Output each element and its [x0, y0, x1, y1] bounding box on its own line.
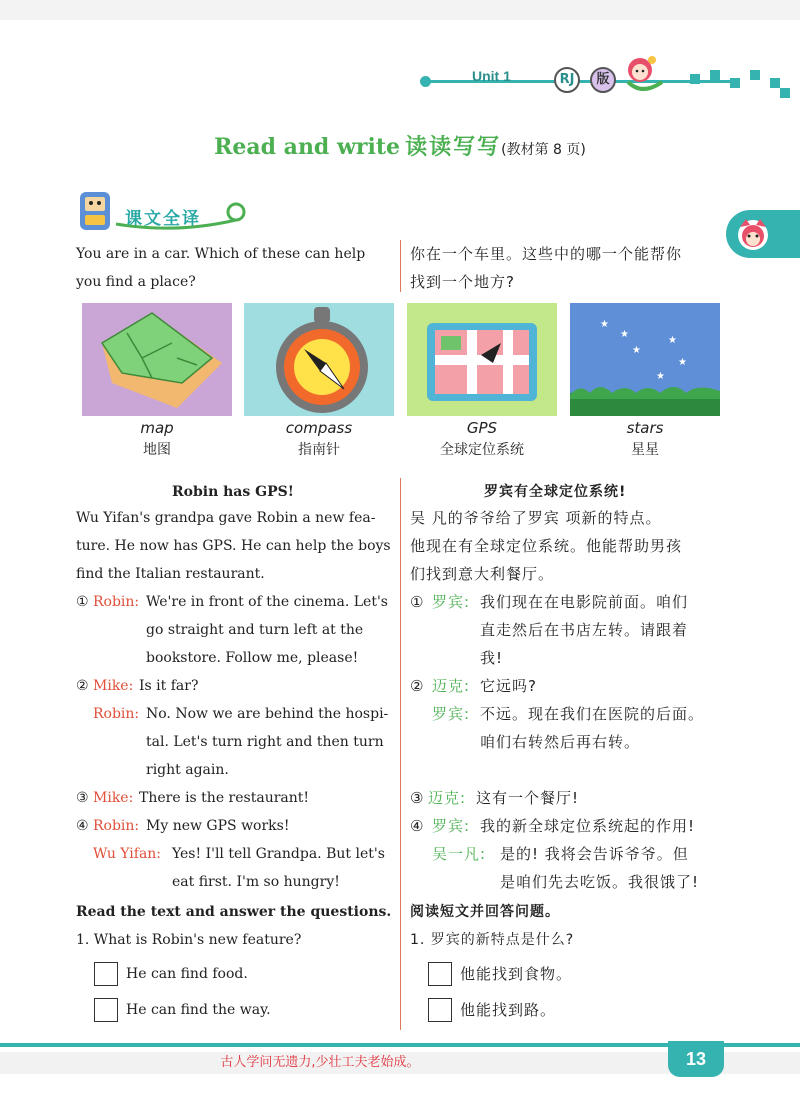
speaker-label: Robin:: [93, 594, 140, 610]
dialog-line: 直走然后在书店左转。请跟着: [480, 621, 689, 639]
intro-en-line: You are in a car. Which of these can help: [76, 246, 366, 262]
dialog-number: ②: [76, 678, 89, 694]
story-title-zh: 罗宾有全球定位系统!: [484, 484, 627, 500]
dialog-line: Is it far?: [139, 678, 199, 694]
dialog-line: 这有一个餐厅!: [476, 789, 580, 807]
dialog-line: We're in front of the cinema. Let's: [146, 594, 388, 610]
dialog-line: go straight and turn left at the: [146, 622, 364, 638]
answer-checkbox[interactable]: [94, 998, 118, 1022]
option-en: He can find food.: [126, 966, 248, 982]
dialog-number: ④: [76, 818, 89, 834]
map-picture: [82, 303, 232, 416]
badge-ban: 版: [590, 67, 616, 93]
checker-square: [730, 78, 740, 88]
checker-square: [750, 70, 760, 80]
column-divider: [400, 478, 401, 1030]
stars-picture: [570, 303, 720, 416]
option-en: He can find the way.: [126, 1002, 271, 1018]
badge-rj: RJ: [554, 67, 580, 93]
story-title-en: Robin has GPS!: [172, 484, 294, 500]
speaker-label: Wu Yifan:: [93, 846, 162, 862]
column-divider: [400, 240, 401, 292]
dialog-line: 它远吗?: [480, 677, 537, 695]
compass-caption-en: compass: [285, 419, 353, 437]
dialog-line: 不远。现在我们在医院的后面。: [480, 705, 705, 723]
dialog-line: My new GPS works!: [146, 818, 290, 834]
speaker-label: Robin:: [93, 706, 140, 722]
speaker-label: Robin:: [93, 818, 140, 834]
intro-zh-line: 找到一个地方?: [410, 273, 515, 291]
dialog-line: No. Now we are behind the hospi-: [146, 706, 389, 722]
svg-text:★: ★: [600, 319, 609, 330]
speaker-label: 吴一凡:: [432, 845, 487, 863]
page-number: 13: [668, 1041, 724, 1077]
checker-square: [770, 78, 780, 88]
svg-text:★: ★: [678, 357, 687, 368]
dialog-line: There is the restaurant!: [139, 790, 310, 806]
stars-caption-zh: 星星: [631, 442, 659, 458]
page-title: [0, 130, 800, 161]
svg-text:★: ★: [656, 371, 665, 382]
gps-caption-zh: 全球定位系统: [440, 442, 524, 458]
speaker-label: 罗宾:: [432, 817, 471, 835]
compass-caption-zh: 指南针: [298, 442, 340, 458]
svg-text:★: ★: [668, 335, 677, 346]
dialog-line: bookstore. Follow me, please!: [146, 650, 359, 666]
answer-checkbox[interactable]: [428, 962, 452, 986]
option-zh: 他能找到路。: [460, 1001, 557, 1019]
fox-face-icon: [736, 217, 770, 251]
title-note: (教材第 8 页): [501, 142, 586, 158]
stars-caption-en: stars: [626, 419, 664, 437]
story-en-line: ture. He now has GPS. He can help the boys: [76, 538, 391, 554]
dialog-line: eat first. I'm so hungry!: [172, 874, 340, 890]
dialog-line: 我!: [480, 649, 504, 667]
title-en: Read and write: [214, 134, 401, 160]
dialog-number: ③: [76, 790, 89, 806]
map-caption-en: map: [140, 419, 174, 437]
question-zh: 1. 罗宾的新特点是什么?: [410, 932, 575, 948]
answer-checkbox[interactable]: [94, 962, 118, 986]
gps-caption-en: GPS: [466, 419, 498, 437]
dialog-number: ①: [76, 594, 89, 610]
checker-square: [690, 74, 700, 84]
dialog-line: 是的! 我将会告诉爷爷。但: [500, 845, 689, 863]
speaker-label: Mike:: [93, 678, 134, 694]
dialog-line: 咱们右转然后再右转。: [480, 733, 641, 751]
speaker-label: 罗宾:: [432, 593, 471, 611]
dialog-line: tal. Let's turn right and then turn: [146, 734, 384, 750]
dialog-number: ④: [410, 817, 425, 835]
intro-zh-line: 你在一个车里。这些中的哪一个能帮你: [410, 245, 683, 263]
map-caption-zh: 地图: [143, 442, 171, 458]
story-en-line: Wu Yifan's grandpa gave Robin a new fea-: [76, 510, 376, 526]
option-zh: 他能找到食物。: [460, 965, 573, 983]
dialog-number: ①: [410, 593, 425, 611]
top-band: [0, 0, 800, 20]
story-zh-line: 们找到意大利餐厅。: [410, 565, 555, 583]
speaker-label: 罗宾:: [432, 705, 471, 723]
speaker-label: 迈克:: [432, 677, 471, 695]
title-zh: 读读写写: [405, 135, 502, 160]
dialog-number: ②: [410, 677, 425, 695]
svg-text:★: ★: [632, 345, 641, 356]
svg-text:★: ★: [620, 329, 629, 340]
cartoon-girl-icon: [618, 52, 666, 94]
question-en: 1. What is Robin's new feature?: [76, 932, 302, 948]
story-en-line: find the Italian restaurant.: [76, 566, 265, 582]
exercise-heading-zh: 阅读短文并回答问题。: [410, 904, 560, 920]
dialog-line: 是咱们先去吃饭。我很饿了!: [500, 873, 700, 891]
checker-square: [780, 88, 790, 98]
dialog-number: ③: [410, 789, 425, 807]
dialog-line: 我的新全球定位系统起的作用!: [480, 817, 696, 835]
answer-checkbox[interactable]: [428, 998, 452, 1022]
dialog-line: 我们现在在电影院前面。咱们: [480, 593, 689, 611]
dialog-line: Yes! I'll tell Grandpa. But let's: [172, 846, 385, 862]
story-zh-line: 吴 凡的爷爷给了罗宾 项新的特点。: [410, 509, 662, 527]
exercise-heading-en: Read the text and answer the questions.: [76, 904, 392, 920]
intro-en-line: you find a place?: [76, 274, 196, 290]
dialog-line: right again.: [146, 762, 229, 778]
speaker-label: Mike:: [93, 790, 134, 806]
gps-picture: [407, 303, 557, 416]
speaker-label: 迈克:: [428, 789, 467, 807]
unit-label: Unit 1: [472, 68, 511, 84]
footer-motto: 古人学问无遗力,少壮工夫老始成。: [220, 1055, 420, 1070]
checker-square: [710, 70, 720, 80]
section-label: 课文全译: [125, 209, 201, 229]
compass-picture: [244, 303, 394, 416]
story-zh-line: 他现在有全球定位系统。他能帮助男孩: [410, 537, 683, 555]
